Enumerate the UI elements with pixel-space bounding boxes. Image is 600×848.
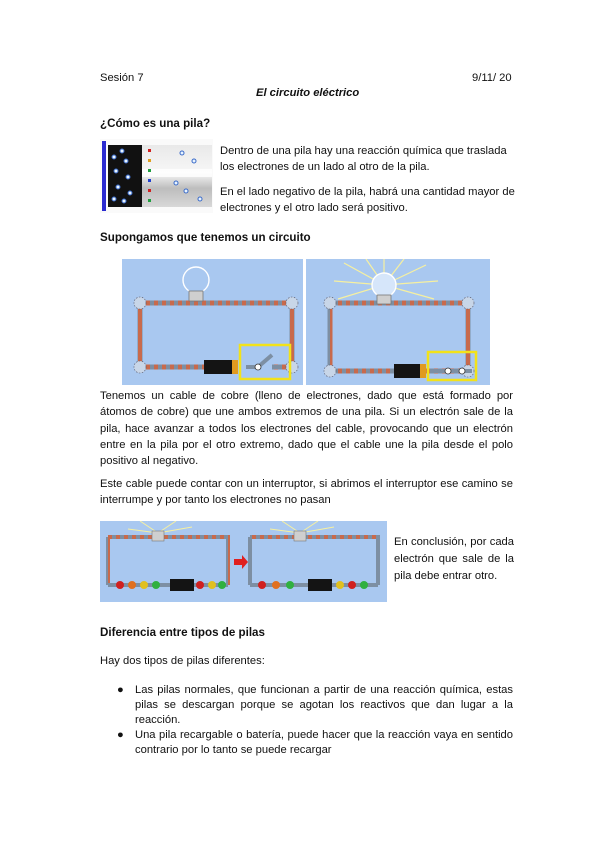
pila-paragraph-2 (220, 184, 515, 216)
date-label: 9/11/ 20 (472, 72, 512, 84)
heading-como-es-una-pila: ¿Cómo es una pila? (100, 117, 211, 130)
session-label: Sesión 7 (100, 72, 144, 84)
bullet-dot-icon: ● (117, 684, 124, 696)
bullet-dot-icon: ● (117, 729, 124, 741)
circuit-closed-panel (306, 259, 490, 385)
bullet-item-pila-recargable: Una pila recargable o batería, puede hacer que la reacción vaya en sentido contrario por lo tanto se puede recargar (135, 729, 513, 756)
bullet-item-pilas-normales: Las pilas normales, que funcionan a partir de una reacción química, estas pilas se descargan porque se agotan los reactivos que dan lugar a la reacción. (135, 684, 513, 726)
circuit-pair-illustration (122, 259, 490, 385)
pila-paragraph-2-line-2: electrones y el otro lado será positivo. (220, 202, 408, 214)
battery-diagram (100, 139, 213, 213)
pila-paragraph-1 (220, 143, 507, 175)
pila-paragraph-2-line-1: En el lado negativo de la pila, habrá una cantidad mayor de (220, 186, 515, 198)
heading-diferencia-pilas: Diferencia entre tipos de pilas (100, 626, 265, 639)
pila-paragraph-1-line-2: los electrones de un lado al otro de la pila. (220, 161, 430, 173)
pilas-intro: Hay dos tipos de pilas diferentes: (100, 655, 265, 667)
heading-supongamos-circuito: Supongamos que tenemos un circuito (100, 231, 311, 244)
circuit-paragraph-2: Este cable puede contar con un interruptor, si abrimos el interruptor ese camino se interrumpe y por tanto los electrones no pasan (100, 478, 513, 507)
circuit-paragraph-1: Tenemos un cable de cobre (lleno de electrones, dado que está formado por átomos de cobre) que une ambos extremos de una pila. Si un electrón sale de la pila, hace avanzar a todos los electrones del cable, provocando que un electrón entre en la pila por el otro extremo, dado que el cable une la pila desde el polo positivo al negativo. (100, 390, 513, 468)
pila-paragraph-1-line-1: Dentro de una pila hay una reacción química que traslada (220, 145, 507, 157)
document-title: El circuito eléctrico (256, 87, 360, 99)
current-flow-illustration (100, 521, 387, 602)
circuit-open-panel (122, 259, 303, 385)
conclusion-paragraph: En conclusión, por cada electrón que sale de la pila debe entrar otro. (394, 536, 514, 582)
